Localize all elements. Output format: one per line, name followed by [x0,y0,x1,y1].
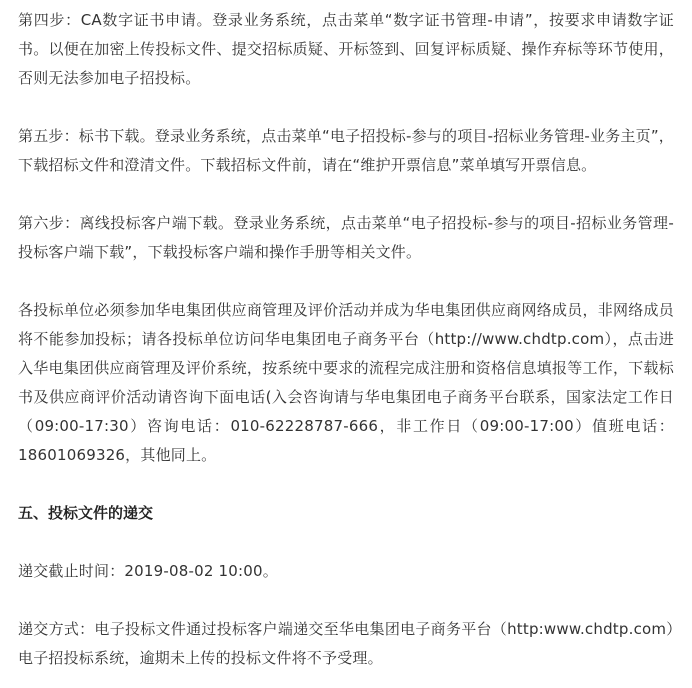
paragraph-membership-notice: 各投标单位必须参加华电集团供应商管理及评价活动并成为华电集团供应商网络成员，非网络成员将不能参加投标；请各投标单位访问华电集团电子商务平台（http://www.chdtp.com），点击进入华电集团供应商管理及评价系统，按系统中要求的流程完成注册和资格信息填报等工作，下载标书及供应商评价活动请咨询下面电话(入会咨询请与华电集团电子商务平台联系，国家法定工作日（09:00-17:30）咨询电话：010-62228787-666，非工作日（09:00-17:00）值班电话：18601069326，其他同上。 [18,301,674,464]
paragraph-step-4: 第四步：CA数字证书申请。登录业务系统，点击菜单“数字证书管理-申请”，按要求申请数字证书。以便在加密上传投标文件、提交招标质疑、开标签到、回复评标质疑、操作弃标等环节使用，否则无法参加电子招投标。 [18,11,674,87]
section-heading-bid-submission: 五、投标文件的递交 [18,504,154,522]
paragraph-step-6: 第六步：离线投标客户端下载。登录业务系统，点击菜单“电子招投标-参与的项目-招标业务管理-投标客户端下载”，下载投标客户端和操作手册等相关文件。 [18,214,674,261]
paragraph-step-5: 第五步：标书下载。登录业务系统，点击菜单“电子招投标-参与的项目-招标业务管理-业务主页”，下载招标文件和澄清文件。下载招标文件前，请在“维护开票信息”菜单填写开票信息。 [18,127,674,174]
paragraph-submission-deadline: 递交截止时间：2019-08-02 10:00。 [18,562,278,580]
paragraph-submission-method: 递交方式：电子投标文件通过投标客户端递交至华电集团电子商务平台（http:www.chdtp.com）电子招投标系统，逾期未上传的投标文件将不予受理。 [18,620,674,667]
